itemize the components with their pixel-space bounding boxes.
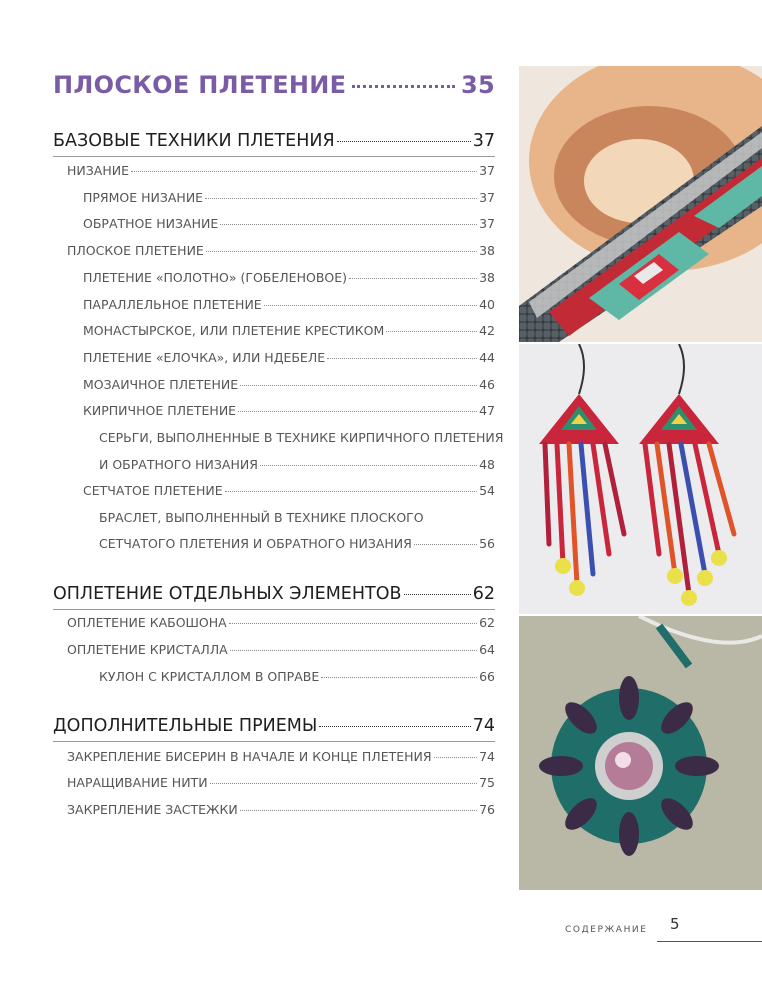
section-title: БАЗОВЫЕ ТЕХНИКИ ПЛЕТЕНИЯ (53, 131, 335, 151)
beaded-pendant-photo (519, 616, 762, 890)
toc-item-page: 38 (479, 270, 495, 285)
toc-item-page: 75 (479, 775, 495, 790)
toc-item-label: ОПЛЕТЕНИЕ КАБОШОНА (67, 615, 227, 630)
footer-rule (657, 941, 762, 942)
toc-section-heading[interactable] (53, 131, 495, 151)
toc-item[interactable] (83, 483, 495, 498)
dot-leader (327, 358, 477, 359)
toc-item-label: ОБРАТНОЕ НИЗАНИЕ (83, 216, 219, 231)
toc-item-page: 62 (479, 615, 495, 630)
toc-item-page: 74 (479, 749, 495, 764)
toc-item[interactable] (83, 403, 495, 418)
page-number: 5 (670, 915, 680, 933)
section-divider (53, 609, 495, 610)
dot-leader (206, 251, 477, 252)
section-page: 74 (472, 716, 495, 736)
part-title: ПЛОСКОЕ ПЛЕТЕНИЕ (53, 71, 347, 99)
toc-item-page: 40 (479, 297, 495, 312)
toc-item-page: 54 (479, 483, 495, 498)
toc-item-label: МОНАСТЫРСКОЕ, ИЛИ ПЛЕТЕНИЕ КРЕСТИКОМ (83, 323, 385, 338)
section-page: 62 (472, 584, 495, 604)
toc-item-label: ПЛЕТЕНИЕ «ЕЛОЧКА», ИЛИ НДЕБЕЛЕ (83, 350, 326, 365)
dot-leader (220, 224, 477, 225)
toc-item[interactable] (67, 775, 495, 790)
toc-item-label: КИРПИЧНОЕ ПЛЕТЕНИЕ (83, 403, 237, 418)
dot-leader (414, 544, 477, 545)
footer-section-label: СОДЕРЖАНИЕ (565, 925, 648, 935)
section-title: ОПЛЕТЕНИЕ ОТДЕЛЬНЫХ ЭЛЕМЕНТОВ (53, 584, 402, 604)
toc-item-label: ЗАКРЕПЛЕНИЕ БИСЕРИН В НАЧАЛЕ И КОНЦЕ ПЛЕТЕНИЯ (67, 749, 432, 764)
dot-leader (337, 141, 471, 142)
toc-section-heading[interactable] (53, 716, 495, 736)
toc-item-label: СЕТЧАТОГО ПЛЕТЕНИЯ И ОБРАТНОГО НИЗАНИЯ (99, 536, 412, 551)
toc-item-page: 42 (479, 323, 495, 338)
dot-leader (319, 726, 470, 727)
toc-section-heading[interactable] (53, 584, 495, 604)
toc-item[interactable] (83, 270, 495, 285)
toc-item-label: И ОБРАТНОГО НИЗАНИЯ (99, 457, 258, 472)
dot-leader (404, 594, 471, 595)
toc-item-page: 48 (479, 457, 495, 472)
dot-leader (352, 85, 455, 88)
dot-leader (264, 305, 477, 306)
toc-item[interactable] (83, 216, 495, 231)
toc-item-page: 47 (479, 403, 495, 418)
part-page: 35 (461, 71, 495, 99)
toc-item-label: ПЛОСКОЕ ПЛЕТЕНИЕ (67, 243, 204, 258)
section-page: 37 (472, 131, 495, 151)
toc-item[interactable] (99, 457, 495, 472)
beaded-earrings-photo (519, 344, 762, 614)
toc-item-page: 44 (479, 350, 495, 365)
section-divider (53, 741, 495, 742)
toc-item-page: 37 (479, 163, 495, 178)
toc-item-page: 66 (479, 669, 495, 684)
toc-item-label: КУЛОН С КРИСТАЛЛОМ В ОПРАВЕ (99, 669, 320, 684)
dot-leader (349, 278, 477, 279)
toc-item[interactable] (67, 749, 495, 764)
toc-item-label: ЗАКРЕПЛЕНИЕ ЗАСТЕЖКИ (67, 802, 238, 817)
toc-item-page: 76 (479, 802, 495, 817)
toc-item-page: 46 (479, 377, 495, 392)
toc-item-label-line1[interactable]: БРАСЛЕТ, ВЫПОЛНЕННЫЙ В ТЕХНИКЕ ПЛОСКОГО (99, 510, 424, 525)
dot-leader (205, 198, 477, 199)
photo-column (519, 66, 762, 890)
dot-leader (230, 650, 477, 651)
dot-leader (434, 757, 478, 758)
toc-item[interactable] (83, 377, 495, 392)
section-title: ДОПОЛНИТЕЛЬНЫЕ ПРИЕМЫ (53, 716, 318, 736)
toc-item[interactable] (67, 642, 495, 657)
toc-item[interactable] (99, 536, 495, 551)
dot-leader (386, 331, 477, 332)
toc-item[interactable] (99, 669, 495, 684)
toc-item-label: ОПЛЕТЕНИЕ КРИСТАЛЛА (67, 642, 228, 657)
toc-item-page: 37 (479, 190, 495, 205)
toc-item-label: НАРАЩИВАНИЕ НИТИ (67, 775, 208, 790)
dot-leader (238, 411, 477, 412)
toc-item-label: ПЛЕТЕНИЕ «ПОЛОТНО» (ГОБЕЛЕНОВОЕ) (83, 270, 348, 285)
toc-item-page: 38 (479, 243, 495, 258)
beaded-bracelet-photo (519, 66, 762, 342)
dot-leader (229, 623, 477, 624)
toc-item-page: 56 (479, 536, 495, 551)
toc-item[interactable] (83, 350, 495, 365)
toc-item[interactable] (83, 190, 495, 205)
dot-leader (210, 783, 478, 784)
toc-item[interactable] (67, 802, 495, 817)
toc-item-label: МОЗАИЧНОЕ ПЛЕТЕНИЕ (83, 377, 239, 392)
toc-item-label: НИЗАНИЕ (67, 163, 129, 178)
dot-leader (131, 171, 477, 172)
dot-leader (240, 810, 477, 811)
toc-item[interactable] (83, 323, 495, 338)
section-divider (53, 156, 495, 157)
dot-leader (240, 385, 477, 386)
toc-item[interactable] (83, 297, 495, 312)
toc-item-label: ПРЯМОЕ НИЗАНИЕ (83, 190, 204, 205)
toc-item[interactable] (67, 163, 495, 178)
toc-item[interactable] (67, 615, 495, 630)
toc-item-label-line1[interactable]: СЕРЬГИ, ВЫПОЛНЕННЫЕ В ТЕХНИКЕ КИРПИЧНОГО ПЛЕТЕНИЯ (99, 430, 504, 445)
toc-item-label: ПАРАЛЛЕЛЬНОЕ ПЛЕТЕНИЕ (83, 297, 262, 312)
part-heading[interactable] (53, 71, 495, 99)
dot-leader (321, 677, 477, 678)
dot-leader (260, 465, 477, 466)
toc-item[interactable] (67, 243, 495, 258)
dot-leader (225, 491, 477, 492)
toc-item-page: 37 (479, 216, 495, 231)
toc-item-page: 64 (479, 642, 495, 657)
toc-item-label: СЕТЧАТОЕ ПЛЕТЕНИЕ (83, 483, 223, 498)
